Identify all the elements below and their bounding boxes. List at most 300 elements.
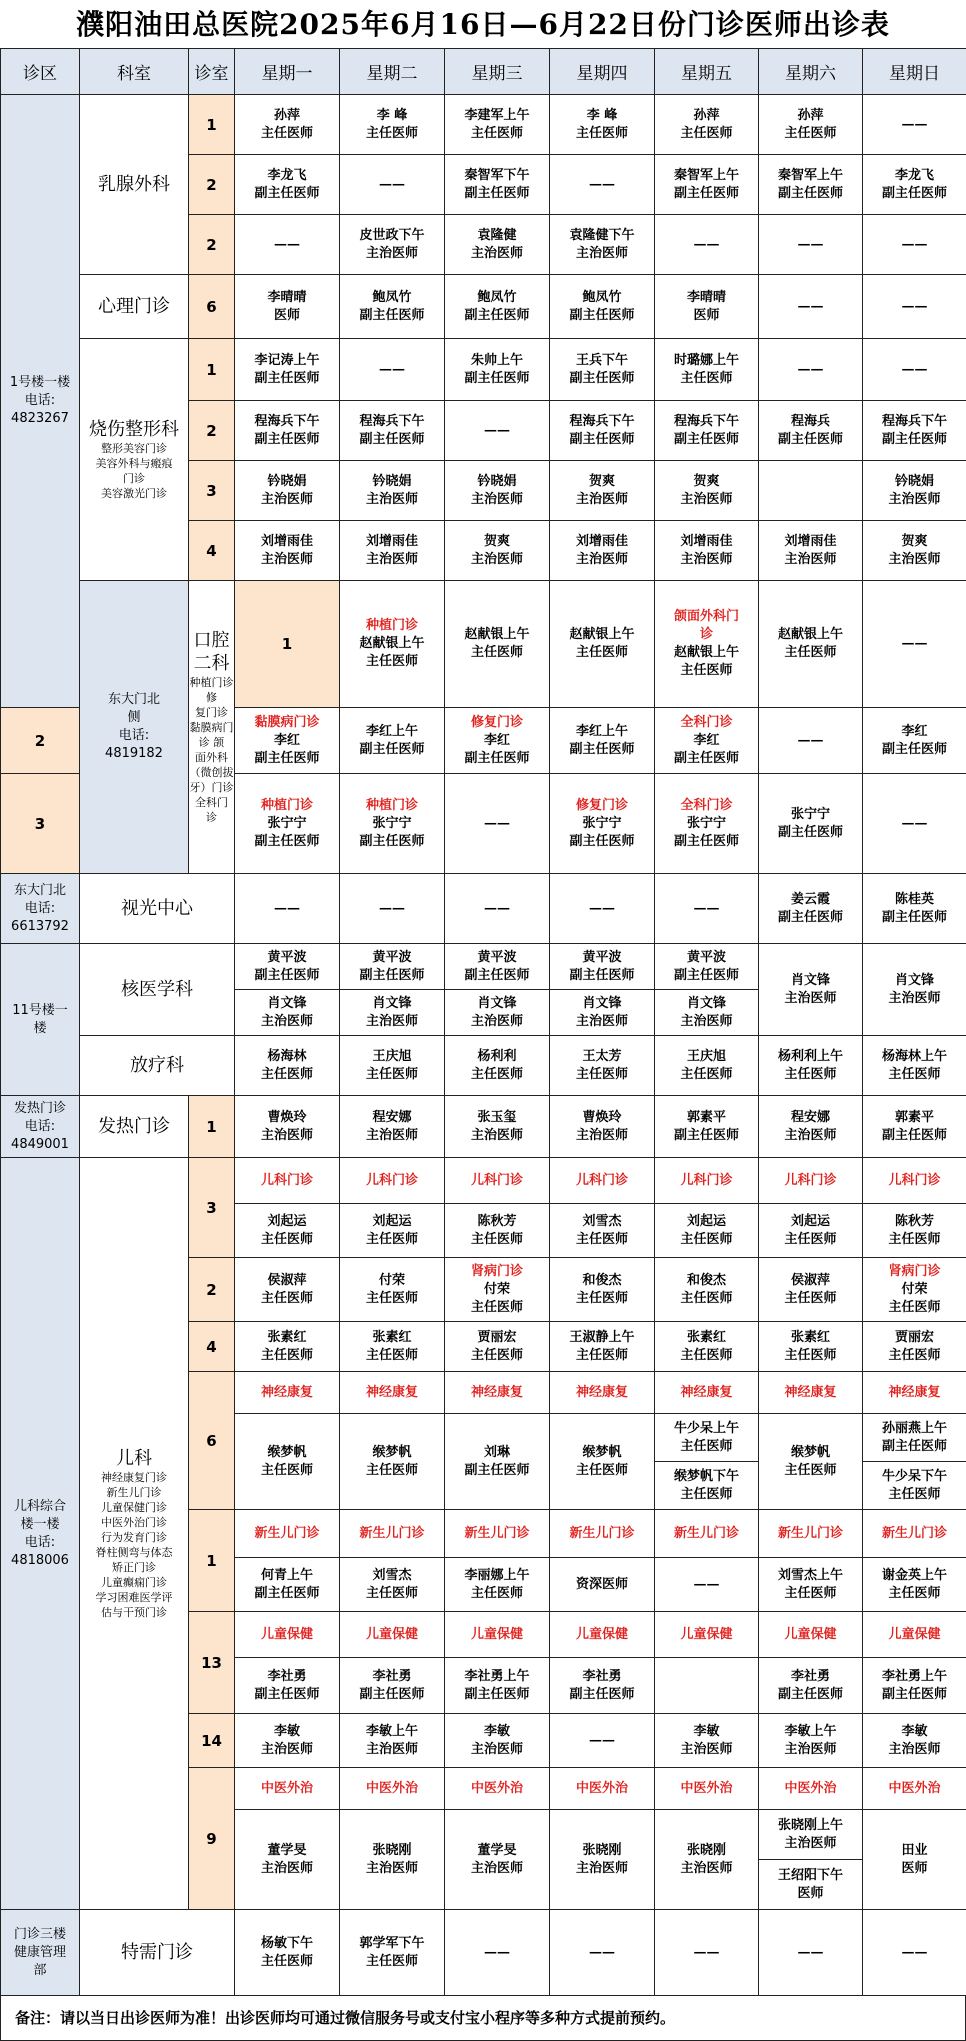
schedule-cell: [235, 339, 340, 401]
schedule-cell: [550, 1036, 655, 1096]
dept-subline: 复门诊: [189, 705, 234, 720]
cell-line: 钤晓娟: [235, 473, 339, 491]
dept-subline: 牙）门诊全科门: [189, 780, 234, 810]
cell-line: 郭素平: [655, 1109, 758, 1127]
cell-line: 缑梦帆: [759, 1444, 862, 1462]
cell-line: 副主任医师: [863, 909, 966, 927]
cell-line: ——: [863, 361, 966, 379]
schedule-cell: [550, 1322, 655, 1372]
cell-line: 贾丽宏: [445, 1329, 549, 1347]
area-line: 电话:: [1, 1534, 79, 1552]
cell-line: 副主任医师: [863, 741, 966, 759]
cell-line: 付荣: [863, 1281, 966, 1299]
header-fri: 星期五: [655, 49, 759, 95]
schedule-cell: [445, 155, 550, 215]
cell-line: 主治医师: [445, 1127, 549, 1145]
schedule-cell: [235, 1204, 340, 1258]
clinic-label: 中医外治: [445, 1780, 549, 1798]
clinic-label: 神经康复: [759, 1384, 862, 1402]
cell-line: 李 峰: [550, 107, 654, 125]
cell-line: 秦智军下午: [445, 167, 549, 185]
dept-subline: 学习困难医学评: [80, 1590, 188, 1605]
cell-line: 副主任医师: [655, 431, 758, 449]
footnote: 备注：请以当日出诊医师为准！出诊医师均可通过微信服务号或支付宝小程序等多种方式提前预约。: [0, 1996, 966, 2041]
cell-line: 副主任医师: [550, 741, 654, 759]
cell-line: 主任医师: [863, 1486, 966, 1504]
room-number: 2: [189, 401, 235, 461]
cell-line: ——: [655, 236, 758, 254]
schedule-cell: [235, 1414, 340, 1510]
cell-line: 主任医师: [655, 125, 758, 143]
schedule-cell: [655, 275, 759, 339]
cell-line: 主任医师: [759, 1231, 862, 1249]
schedule-cell: [550, 774, 655, 874]
schedule-cell: [235, 461, 340, 521]
cell-line: 刘雪杰: [550, 1213, 654, 1231]
cell-line: 主任医师: [550, 1066, 654, 1084]
cell-line: 副主任医师: [445, 1462, 549, 1480]
cell-line: 主任医师: [340, 1231, 444, 1249]
cell-line: 刘雪杰上午: [759, 1567, 862, 1585]
clinic-label: 儿科门诊: [655, 1172, 758, 1190]
cell-line: 王庆旭: [655, 1048, 758, 1066]
table-row: [1, 339, 966, 401]
cell-line: 张晓刚: [655, 1842, 758, 1860]
schedule-cell: [235, 1096, 340, 1158]
dept-burn: [80, 339, 189, 581]
room-number: 6: [189, 1372, 235, 1510]
area-line: 11号楼一: [1, 1002, 79, 1020]
clinic-label: 神经康复: [340, 1384, 444, 1402]
cell-line: 主任医师: [550, 1347, 654, 1365]
clinic-header-cell: [340, 1510, 445, 1558]
cell-line: 侯淑萍: [235, 1272, 339, 1290]
clinic-header-cell: [863, 1158, 966, 1204]
dept-subline: 诊: [189, 810, 234, 825]
cell-line: 副主任医师: [340, 967, 444, 985]
schedule-cell: [235, 95, 340, 155]
schedule-cell: [759, 1714, 863, 1768]
room-number: 3: [189, 461, 235, 521]
cell-line: 主任医师: [863, 1585, 966, 1603]
cell-line: 杨海林上午: [863, 1048, 966, 1066]
room-number: 1: [235, 581, 340, 708]
schedule-cell: [340, 521, 445, 581]
room-number: 13: [189, 1612, 235, 1714]
cell-line: 皮世政下午: [340, 227, 444, 245]
dept-subline: 矫正门诊: [80, 1560, 188, 1575]
table-row: [1, 1910, 966, 1996]
schedule-cell: [340, 401, 445, 461]
cell-line: ——: [655, 900, 758, 918]
cell-line: 贺爽: [550, 473, 654, 491]
schedule-cell: [445, 581, 550, 708]
cell-line: 孙萍: [655, 107, 758, 125]
area-line: 4849001: [1, 1136, 79, 1154]
cell-line: 杨海林: [235, 1048, 339, 1066]
cell-line: 李晴晴: [235, 289, 339, 307]
cell-line: 黄平波: [655, 949, 758, 967]
cell-line: 主治医师: [759, 551, 862, 569]
cell-line: 刘琳: [445, 1444, 549, 1462]
cell-line: 主任医师: [863, 1066, 966, 1084]
schedule-cell: [340, 1810, 445, 1910]
cell-line: 主治医师: [340, 245, 444, 263]
clinic-header-cell: [235, 1158, 340, 1204]
area-line: 东大门北: [1, 882, 79, 900]
clinic-label: 神经康复: [550, 1384, 654, 1402]
schedule-cell: [235, 401, 340, 461]
area-line: 发热门诊: [1, 1100, 79, 1118]
schedule-cell: [759, 1414, 863, 1510]
cell-line: 刘增雨佳: [655, 533, 758, 551]
area-line: 楼: [1, 1020, 79, 1038]
cell-line: 赵献银上午: [550, 626, 654, 644]
clinic-label: 儿童保健: [759, 1626, 862, 1644]
schedule-cell: [445, 1558, 550, 1612]
area-line: 1号楼一楼: [1, 374, 79, 392]
cell-line: ——: [550, 1732, 654, 1750]
schedule-cell: [655, 401, 759, 461]
cell-line: 副主任医师: [340, 1686, 444, 1704]
schedule-cell: [550, 401, 655, 461]
clinic-label: 神经康复: [863, 1384, 966, 1402]
room-number: 2: [189, 215, 235, 275]
schedule-cell: [340, 95, 445, 155]
schedule-cell: [863, 1910, 966, 1996]
schedule-cell: [235, 1258, 340, 1322]
schedule-cell: [445, 521, 550, 581]
cell-line: 主任医师: [445, 1299, 549, 1317]
cell-line: 董学旻: [445, 1842, 549, 1860]
schedule-cell: [759, 521, 863, 581]
schedule-cell: [863, 401, 966, 461]
cell-line: 主任医师: [550, 1231, 654, 1249]
schedule-cell: [445, 1714, 550, 1768]
clinic-header-cell: [340, 1158, 445, 1204]
clinic-label: 中医外治: [340, 1780, 444, 1798]
schedule-cell: [445, 1414, 550, 1510]
cell-line: 主任医师: [340, 1462, 444, 1480]
schedule-cell: [340, 944, 445, 990]
schedule-cell: [863, 275, 966, 339]
clinic-label: 新生儿门诊: [655, 1525, 758, 1543]
schedule-cell: [863, 581, 966, 708]
dept-name: 烧伤整形科: [80, 418, 188, 441]
schedule-cell: [655, 215, 759, 275]
cell-line: 王太芳: [550, 1048, 654, 1066]
dept-subline: 儿童保健门诊: [80, 1500, 188, 1515]
cell-line: 王庆旭: [340, 1048, 444, 1066]
table-row: [1, 275, 966, 339]
cell-line: 副主任医师: [759, 824, 862, 842]
schedule-cell: [235, 990, 340, 1036]
cell-line: ——: [863, 116, 966, 134]
cell-line: 郭素平: [863, 1109, 966, 1127]
cell-line: 副主任医师: [759, 909, 862, 927]
cell-line: 主治医师: [340, 1860, 444, 1878]
cell-line: 资深医师: [550, 1576, 654, 1594]
area-line: 儿科综合: [1, 1498, 79, 1516]
cell-line: ——: [655, 1944, 758, 1962]
cell-line: ——: [863, 298, 966, 316]
schedule-cell: [340, 1658, 445, 1714]
cell-line: 张宁宁: [759, 806, 862, 824]
header-tue: 星期二: [340, 49, 445, 95]
cell-line: 钤晓娟: [340, 473, 444, 491]
clinic-label: 儿科门诊: [550, 1172, 654, 1190]
schedule-cell: [550, 1258, 655, 1322]
cell-line: 李龙飞: [863, 167, 966, 185]
clinic-header-cell: [550, 1158, 655, 1204]
clinic-header-cell: [863, 1372, 966, 1414]
schedule-cell: [550, 339, 655, 401]
area-line: 电话:: [80, 727, 188, 745]
schedule-cell: [340, 990, 445, 1036]
cell-line: 医师: [759, 1885, 862, 1903]
schedule-cell: [655, 1558, 759, 1612]
cell-line: 赵献银上午: [655, 644, 758, 662]
clinic-header-cell: [863, 1510, 966, 1558]
room-number: 3: [1, 774, 80, 874]
room-number: 1: [189, 339, 235, 401]
cell-line: 李敏上午: [759, 1723, 862, 1741]
cell-line: 李敏: [235, 1723, 339, 1741]
schedule-cell: [655, 774, 759, 874]
schedule-cell: [550, 581, 655, 708]
schedule-cell: [550, 990, 655, 1036]
cell-line: 主治医师: [445, 551, 549, 569]
schedule-cell: [445, 990, 550, 1036]
cell-line: 李龙飞: [235, 167, 339, 185]
dept-subline: 美容激光门诊: [80, 486, 188, 501]
cell-line: 主任医师: [235, 1462, 339, 1480]
cell-line: 副主任医师: [340, 741, 444, 759]
cell-line: 副主任医师: [550, 307, 654, 325]
cell-line: 李红上午: [340, 723, 444, 741]
cell-line: 主治医师: [655, 551, 758, 569]
schedule-cell: [863, 944, 966, 1036]
schedule-cell: [759, 874, 863, 944]
cell-line: 主治医师: [340, 1741, 444, 1759]
clinic-label: 新生儿门诊: [550, 1525, 654, 1543]
cell-line: 郭学军下午: [340, 1935, 444, 1953]
cell-line: 程海兵下午: [550, 413, 654, 431]
cell-line: 副主任医师: [863, 185, 966, 203]
cell-line: 主任医师: [235, 1231, 339, 1249]
dept-nuclear: [80, 944, 235, 1036]
schedule-cell: [655, 1096, 759, 1158]
cell-line: 主任医师: [655, 1438, 758, 1456]
cell-line: 张宁宁: [340, 815, 444, 833]
cell-line: 主治医师: [235, 1860, 339, 1878]
area-a3: [1, 874, 80, 944]
cell-line: 主治医师: [550, 1127, 654, 1145]
schedule-cell: [655, 708, 759, 774]
schedule-cell: [340, 215, 445, 275]
schedule-cell: [655, 1322, 759, 1372]
cell-line: 李敏: [863, 1723, 966, 1741]
cell-line: 贾丽宏: [863, 1329, 966, 1347]
cell-line: 主任医师: [445, 125, 549, 143]
schedule-cell: [235, 215, 340, 275]
cell-line: 主治医师: [445, 1741, 549, 1759]
schedule-cell: [235, 1558, 340, 1612]
cell-line: 副主任医师: [550, 1686, 654, 1704]
cell-line: 副主任医师: [340, 307, 444, 325]
cell-line: 李记涛上午: [235, 352, 339, 370]
schedule-cell: [759, 1036, 863, 1096]
clinic-label: 新生儿门诊: [445, 1525, 549, 1543]
room-number: 1: [189, 1510, 235, 1612]
area-line: 健康管理: [1, 1944, 79, 1962]
clinic-header-cell: [340, 1768, 445, 1810]
clinic-label: 肾病门诊: [445, 1263, 549, 1281]
schedule-cell: [445, 1036, 550, 1096]
dept-subline: 儿童癫痫门诊: [80, 1575, 188, 1590]
cell-line: ——: [863, 815, 966, 833]
schedule-cell: [445, 1204, 550, 1258]
schedule-cell: [863, 774, 966, 874]
schedule-cell: [550, 944, 655, 990]
area-a6: [1, 1158, 80, 1910]
dept-name: 发热门诊: [80, 1115, 188, 1138]
cell-line: 副主任医师: [235, 750, 339, 768]
cell-line: 副主任医师: [550, 431, 654, 449]
cell-line: 主治医师: [863, 990, 966, 1008]
schedule-cell: [550, 1096, 655, 1158]
cell-line: 主任医师: [655, 370, 758, 388]
schedule-cell: [340, 1558, 445, 1612]
cell-line: 主治医师: [445, 245, 549, 263]
schedule-cell: [445, 708, 550, 774]
cell-line: ——: [550, 176, 654, 194]
cell-line: 副主任医师: [655, 967, 758, 985]
cell-line: 李红: [863, 723, 966, 741]
schedule-cell: [550, 1558, 655, 1612]
table-row: [1, 1158, 966, 1204]
clinic-label: 儿科门诊: [863, 1172, 966, 1190]
clinic-header-cell: [550, 1510, 655, 1558]
room-number: 1: [189, 95, 235, 155]
cell-line: 副主任医师: [445, 1686, 549, 1704]
clinic-header-cell: [235, 1510, 340, 1558]
schedule-cell: [655, 95, 759, 155]
clinic-label: 全科门诊: [655, 797, 758, 815]
area-line: 部: [1, 1962, 79, 1980]
cell-line: 李敏上午: [340, 1723, 444, 1741]
cell-line: 张素红: [759, 1329, 862, 1347]
cell-line: 副主任医师: [235, 185, 339, 203]
clinic-header-cell: [759, 1510, 863, 1558]
clinic-header-cell: [655, 1158, 759, 1204]
cell-line: 主任医师: [340, 1290, 444, 1308]
schedule-cell: [235, 874, 340, 944]
cell-line: 肖文锋: [445, 995, 549, 1013]
cell-line: 田业: [863, 1842, 966, 1860]
cell-line: 陈秋芳: [863, 1213, 966, 1231]
cell-line: 牛少呆下午: [863, 1468, 966, 1486]
table-row: [1, 874, 966, 944]
schedule-cell: [340, 774, 445, 874]
clinic-header-cell: [550, 1372, 655, 1414]
cell-line: 主治医师: [550, 491, 654, 509]
cell-line: 主任医师: [759, 1462, 862, 1480]
dept-special: [80, 1910, 235, 1996]
schedule-cell: [655, 1258, 759, 1322]
schedule-cell: [235, 944, 340, 990]
cell-line: 黄平波: [445, 949, 549, 967]
clinic-header-cell: [235, 1768, 340, 1810]
clinic-header-cell: [655, 1612, 759, 1658]
cell-line: 主治医师: [340, 1013, 444, 1031]
dept-subline: 脊柱侧弯与体态: [80, 1545, 188, 1560]
cell-line: 张晓刚: [550, 1842, 654, 1860]
clinic-label: 神经康复: [655, 1384, 758, 1402]
cell-line: 主任医师: [340, 653, 444, 671]
cell-line: 刘雪杰: [340, 1567, 444, 1585]
cell-line: 张晓刚上午: [759, 1817, 862, 1835]
cell-line: ——: [235, 900, 339, 918]
schedule-cell: [445, 275, 550, 339]
schedule-cell: [550, 95, 655, 155]
schedule-cell: [863, 1204, 966, 1258]
table-row: [1, 95, 966, 155]
area-line: 侧: [80, 709, 188, 727]
schedule-cell: [550, 1204, 655, 1258]
header-area: 诊区: [1, 49, 80, 95]
clinic-label: 中医外治: [759, 1780, 862, 1798]
cell-line: 主治医师: [863, 551, 966, 569]
cell-line: 副主任医师: [655, 750, 758, 768]
dept-peds: [80, 1158, 189, 1910]
area-line: 门诊三楼: [1, 1926, 79, 1944]
schedule-cell: [655, 1910, 759, 1996]
cell-line: 主任医师: [655, 662, 758, 680]
schedule-cell: [759, 95, 863, 155]
schedule-cell: [759, 1658, 863, 1714]
schedule-cell: [235, 275, 340, 339]
schedule-cell: [863, 1036, 966, 1096]
clinic-header-cell: [759, 1372, 863, 1414]
cell-line: 主任医师: [655, 1231, 758, 1249]
cell-line: 王淑静上午: [550, 1329, 654, 1347]
header-sun: 星期日: [863, 49, 966, 95]
cell-line: 主任医师: [235, 1066, 339, 1084]
schedule-cell: [863, 215, 966, 275]
clinic-label: 儿科门诊: [445, 1172, 549, 1190]
schedule-cell: [445, 1658, 550, 1714]
cell-line: 杨敏下午: [235, 1935, 339, 1953]
clinic-header-cell: [235, 1612, 340, 1658]
schedule-cell: [759, 944, 863, 1036]
schedule-cell: [340, 1322, 445, 1372]
schedule-cell: [655, 990, 759, 1036]
cell-line: 肖文锋: [340, 995, 444, 1013]
cell-line: 肖文锋: [235, 995, 339, 1013]
clinic-label: 种植门诊: [340, 617, 444, 635]
cell-line: 主任医师: [550, 644, 654, 662]
cell-line: 主治医师: [340, 491, 444, 509]
schedule-cell: [550, 1810, 655, 1910]
cell-line: 何青上午: [235, 1567, 339, 1585]
cell-line: 主任医师: [759, 1066, 862, 1084]
cell-line: 付荣: [340, 1272, 444, 1290]
cell-line: 和俊杰: [655, 1272, 758, 1290]
cell-line: 副主任医师: [655, 1127, 758, 1145]
cell-line: 副主任医师: [235, 967, 339, 985]
cell-line: 贺爽: [655, 473, 758, 491]
